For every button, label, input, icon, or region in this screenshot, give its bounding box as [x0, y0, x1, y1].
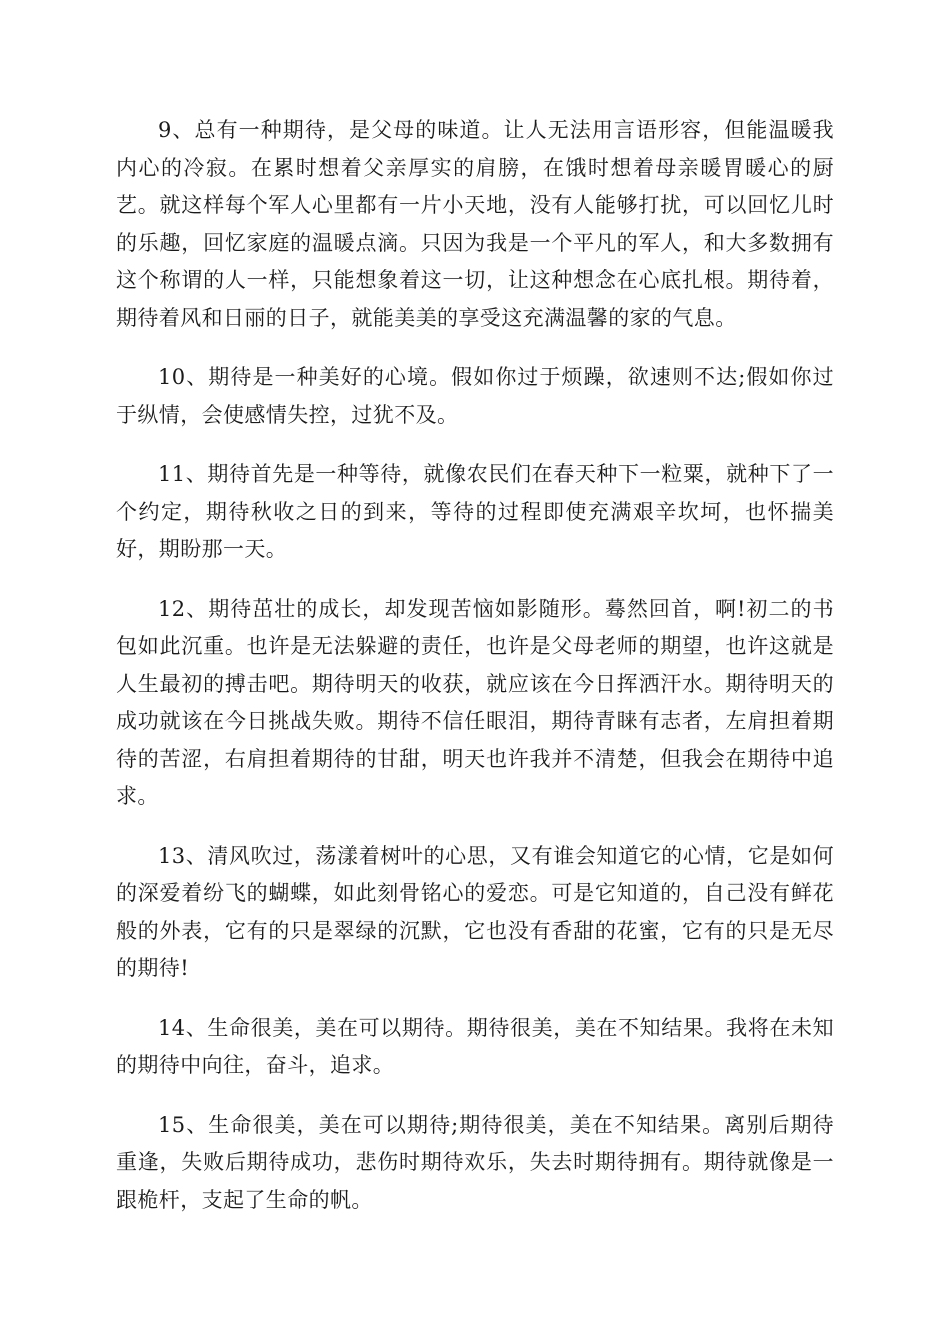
paragraph-9: 9、总有一种期待，是父母的味道。让人无法用言语形容，但能温暖我内心的冷寂。在累时想着父亲厚实的肩膀，在饿时想着母亲暖胃暖心的厨艺。就这样每个军人心里都有一片小天地，没有人能够打扰，可以回忆儿时的乐趣，回忆家庭的温暖点滴。只因为我是一个平凡的军人，和大多数拥有这个称谓的人一样，只能想象着这一切，让这种想念在心底扎根。期待着，期待着风和日丽的日子，就能美美的享受这充满温馨的家的气息。 — [116, 118, 834, 330]
paragraph-13: 13、清风吹过，荡漾着树叶的心思，又有谁会知道它的心情，它是如何的深爱着纷飞的蝴蝶，如此刻骨铭心的爱恋。可是它知道的，自己没有鲜花般的外表，它有的只是翠绿的沉默，它也没有香甜的花蜜，它有的只是无尽的期待! — [116, 843, 834, 980]
paragraph-11: 11、期待首先是一种等待，就像农民们在春天种下一粒粟，就种下了一个约定，期待秋收之日的到来，等待的过程即使充满艰辛坎坷，也怀揣美好，期盼那一天。 — [116, 462, 834, 561]
paragraph-10: 10、期待是一种美好的心境。假如你过于烦躁，欲速则不达;假如你过于纵情，会使感情失控，过犹不及。 — [116, 365, 834, 427]
paragraph-14: 14、生命很美，美在可以期待。期待很美，美在不知结果。我将在未知的期待中向往，奋斗，追求。 — [116, 1015, 834, 1077]
paragraph-15: 15、生命很美，美在可以期待;期待很美，美在不知结果。离别后期待重逢，失败后期待成功，悲伤时期待欢乐，失去时期待拥有。期待就像是一跟桅杆，支起了生命的帆。 — [116, 1112, 834, 1212]
paragraph-12: 12、期待茁壮的成长，却发现苦恼如影随形。蓦然回首，啊!初二的书包如此沉重。也许是无法躲避的责任，也许是父母老师的期望，也许这就是人生最初的搏击吧。期待明天的收获，就应该在今日挥洒汗水。期待明天的成功就该在今日挑战失败。期待不信任眼泪，期待青睐有志者，左肩担着期待的苦涩，右肩担着期待的甘甜，明天也许我并不清楚，但我会在期待中追求。 — [116, 596, 834, 808]
document-body — [116, 112, 834, 1241]
